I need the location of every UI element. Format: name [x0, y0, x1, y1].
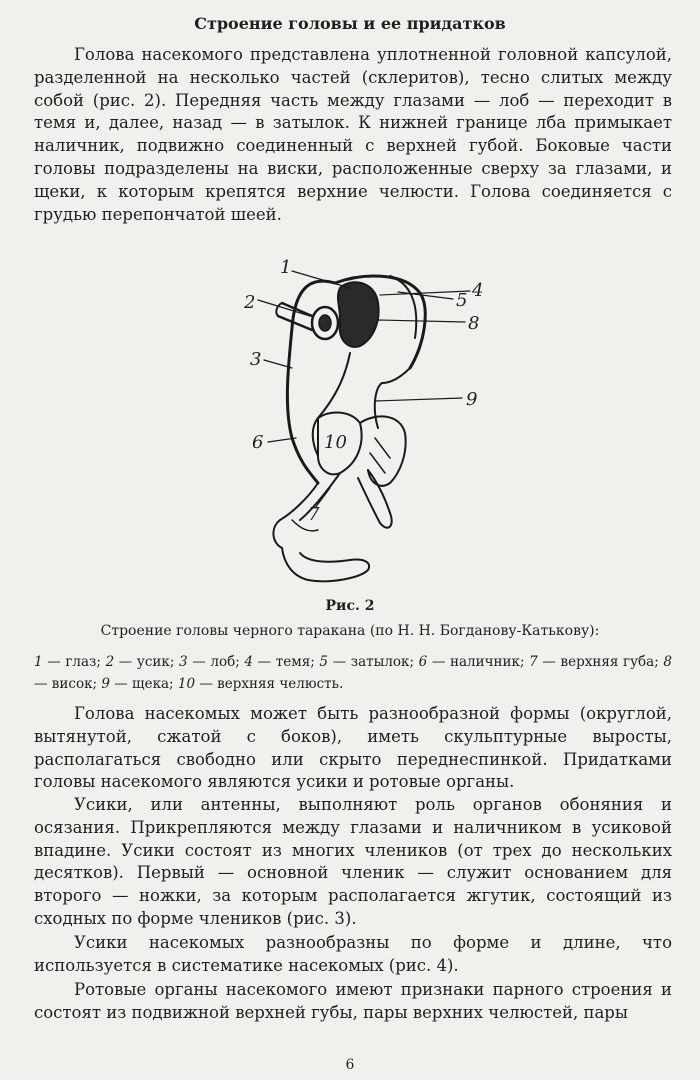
- paragraph-head-structure: Голова насекомого представлена уплотненной головной капсулой, разделенной на несколько частей (склеритов), тесно слитых между собой (рис. 2). Передняя часть между глазами — лоб — переходит в темя и, далее, назад — в затылок. К нижней границе лба примыкает наличник, подвижно соединенный с верхней губой. Боковые части головы подразделены на виски, расположенные сверху за глазами, и щеки, к которым крепятся верхние челюсти. Голова соединяется с грудью перепончатой шеей.: [34, 45, 672, 224]
- legend-item: 5 — затылок;: [319, 654, 419, 670]
- label-7: 7: [308, 504, 320, 525]
- legend-item: 4 — темя;: [244, 654, 320, 670]
- label-3: 3: [250, 349, 262, 370]
- section-title: Строение головы и ее придатков: [194, 14, 506, 33]
- figure-legend: [34, 651, 672, 695]
- legend-item: 7 — верхняя губа;: [529, 654, 664, 670]
- legend-item: 1 — глаз;: [34, 654, 106, 670]
- legend-item: 9 — щека;: [101, 676, 178, 692]
- legend-item: 3 — лоб;: [179, 654, 245, 670]
- eye-shape: [338, 282, 379, 347]
- label-8: 8: [468, 313, 480, 334]
- legend-item: 2 — усик;: [105, 654, 180, 670]
- legend-item: 10 — верхняя челюсть.: [177, 676, 344, 692]
- paragraph-antennae: Усики, или антенны, выполняют роль органов обоняния и осязания. Прикрепляются между глазами и наличником в усиковой впадине. Усики состоят из многих члеников (от трех до нескольких десятков). Первый — основной членик — служит основанием для второго — ножки, за которым располагается жгутик, состоящий из сходных по форме члеников (рис. 3).: [34, 795, 672, 928]
- label-6: 6: [252, 432, 264, 453]
- cockroach-head-drawing: [200, 258, 500, 593]
- page-number: 6: [345, 1057, 355, 1073]
- figure-cockroach-head: [200, 258, 500, 593]
- figure-caption: Строение головы черного таракана (по Н. Н. Богданову-Катькову):: [100, 623, 600, 639]
- label-1: 1: [280, 258, 292, 278]
- paragraph-mouthparts: Ротовые органы насекомого имеют признаки парного строения и состоят из подвижной верхней губы, пары верхних челюстей, пары: [34, 980, 672, 1022]
- maxillary-palp: [360, 416, 406, 485]
- legend-item: 8 — висок;: [34, 654, 672, 692]
- labial-palp: [282, 548, 369, 581]
- figure-title: Рис. 2: [325, 598, 375, 614]
- label-2: 2: [244, 292, 256, 313]
- legend-item: 6 — наличник;: [418, 654, 530, 670]
- label-9: 9: [466, 389, 478, 410]
- paragraph-antennae-forms: Усики насекомых разнообразны по форме и длине, что используется в систематике насекомых (рис. 4).: [34, 933, 672, 975]
- paragraph-head-forms: Голова насекомых может быть разнообразной формы (округлой, вытянутой, сжатой с боков), иметь скульптурные выросты, располагаться свободно или скрыто переднеспинкой. Придатками головы насекомого являются усики и ротовые органы.: [34, 704, 672, 792]
- label-5: 5: [456, 290, 468, 311]
- label-4: 4: [472, 280, 484, 301]
- label-10: 10: [324, 432, 347, 453]
